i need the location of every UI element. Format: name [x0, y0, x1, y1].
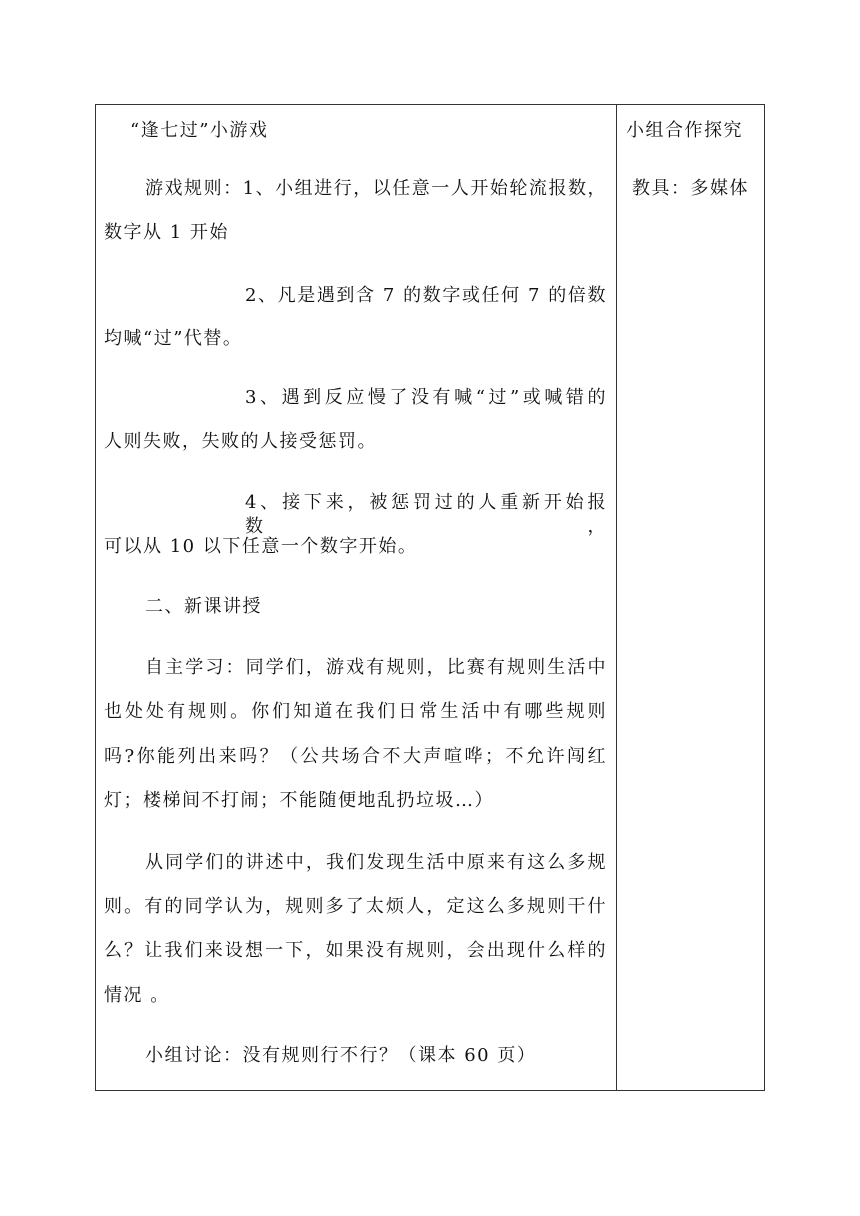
rule-4-line-2: 可以从 10 以下任意一个数字开始。 — [104, 536, 418, 557]
discussion-line-3: 么？让我们来设想一下，如果没有规则，会出现什么样的 — [104, 940, 607, 961]
lesson-content-cell — [96, 105, 616, 1090]
discussion-line-2: 则。有的同学认为，规则多了太烦人，定这么多规则干什 — [104, 896, 607, 917]
discussion-line-1: 从同学们的讲述中，我们发现生活中原来有这么多规 — [145, 852, 607, 873]
rule-3-line-2: 人则失败，失败的人接受惩罚。 — [104, 431, 377, 452]
teaching-tools: 教具：多媒体 — [632, 178, 749, 199]
section-heading: 二、新课讲授 — [145, 596, 262, 617]
teaching-method-cell — [617, 105, 764, 1090]
rule-4-line-1: 4、接下来，被惩罚过的人重新开始报数， — [245, 492, 607, 537]
lesson-plan-table — [95, 104, 765, 1091]
group-discussion: 小组讨论：没有规则行不行？（课本 60 页） — [145, 1045, 537, 1066]
rules-intro-line-2: 数字从 1 开始 — [104, 222, 229, 243]
game-title: “逢七过”小游戏 — [130, 120, 269, 141]
self-study-line-4: 灯；楼梯间不打闹；不能随便地乱扔垃圾…） — [104, 790, 494, 811]
rules-intro-line-1: 游戏规则：1、小组进行，以任意一人开始轮流报数， — [145, 178, 607, 199]
discussion-line-4: 情况 。 — [104, 985, 170, 1006]
self-study-line-1: 自主学习：同学们，游戏有规则，比赛有规则生活中 — [145, 657, 607, 678]
self-study-line-2: 也处处有规则。你们知道在我们日常生活中有哪些规则 — [104, 701, 607, 722]
rule-3-line-1: 3、遇到反应慢了没有喊“过”或喊错的 — [245, 387, 607, 408]
rule-2-line-2: 均喊“过”代替。 — [104, 328, 243, 349]
teaching-method: 小组合作探究 — [626, 120, 743, 141]
self-study-line-3: 吗?你能列出来吗？（公共场合不大声喧哗；不允许闯红 — [104, 746, 607, 767]
rule-2-line-1: 2、凡是遇到含 7 的数字或任何 7 的倍数 — [245, 285, 607, 306]
